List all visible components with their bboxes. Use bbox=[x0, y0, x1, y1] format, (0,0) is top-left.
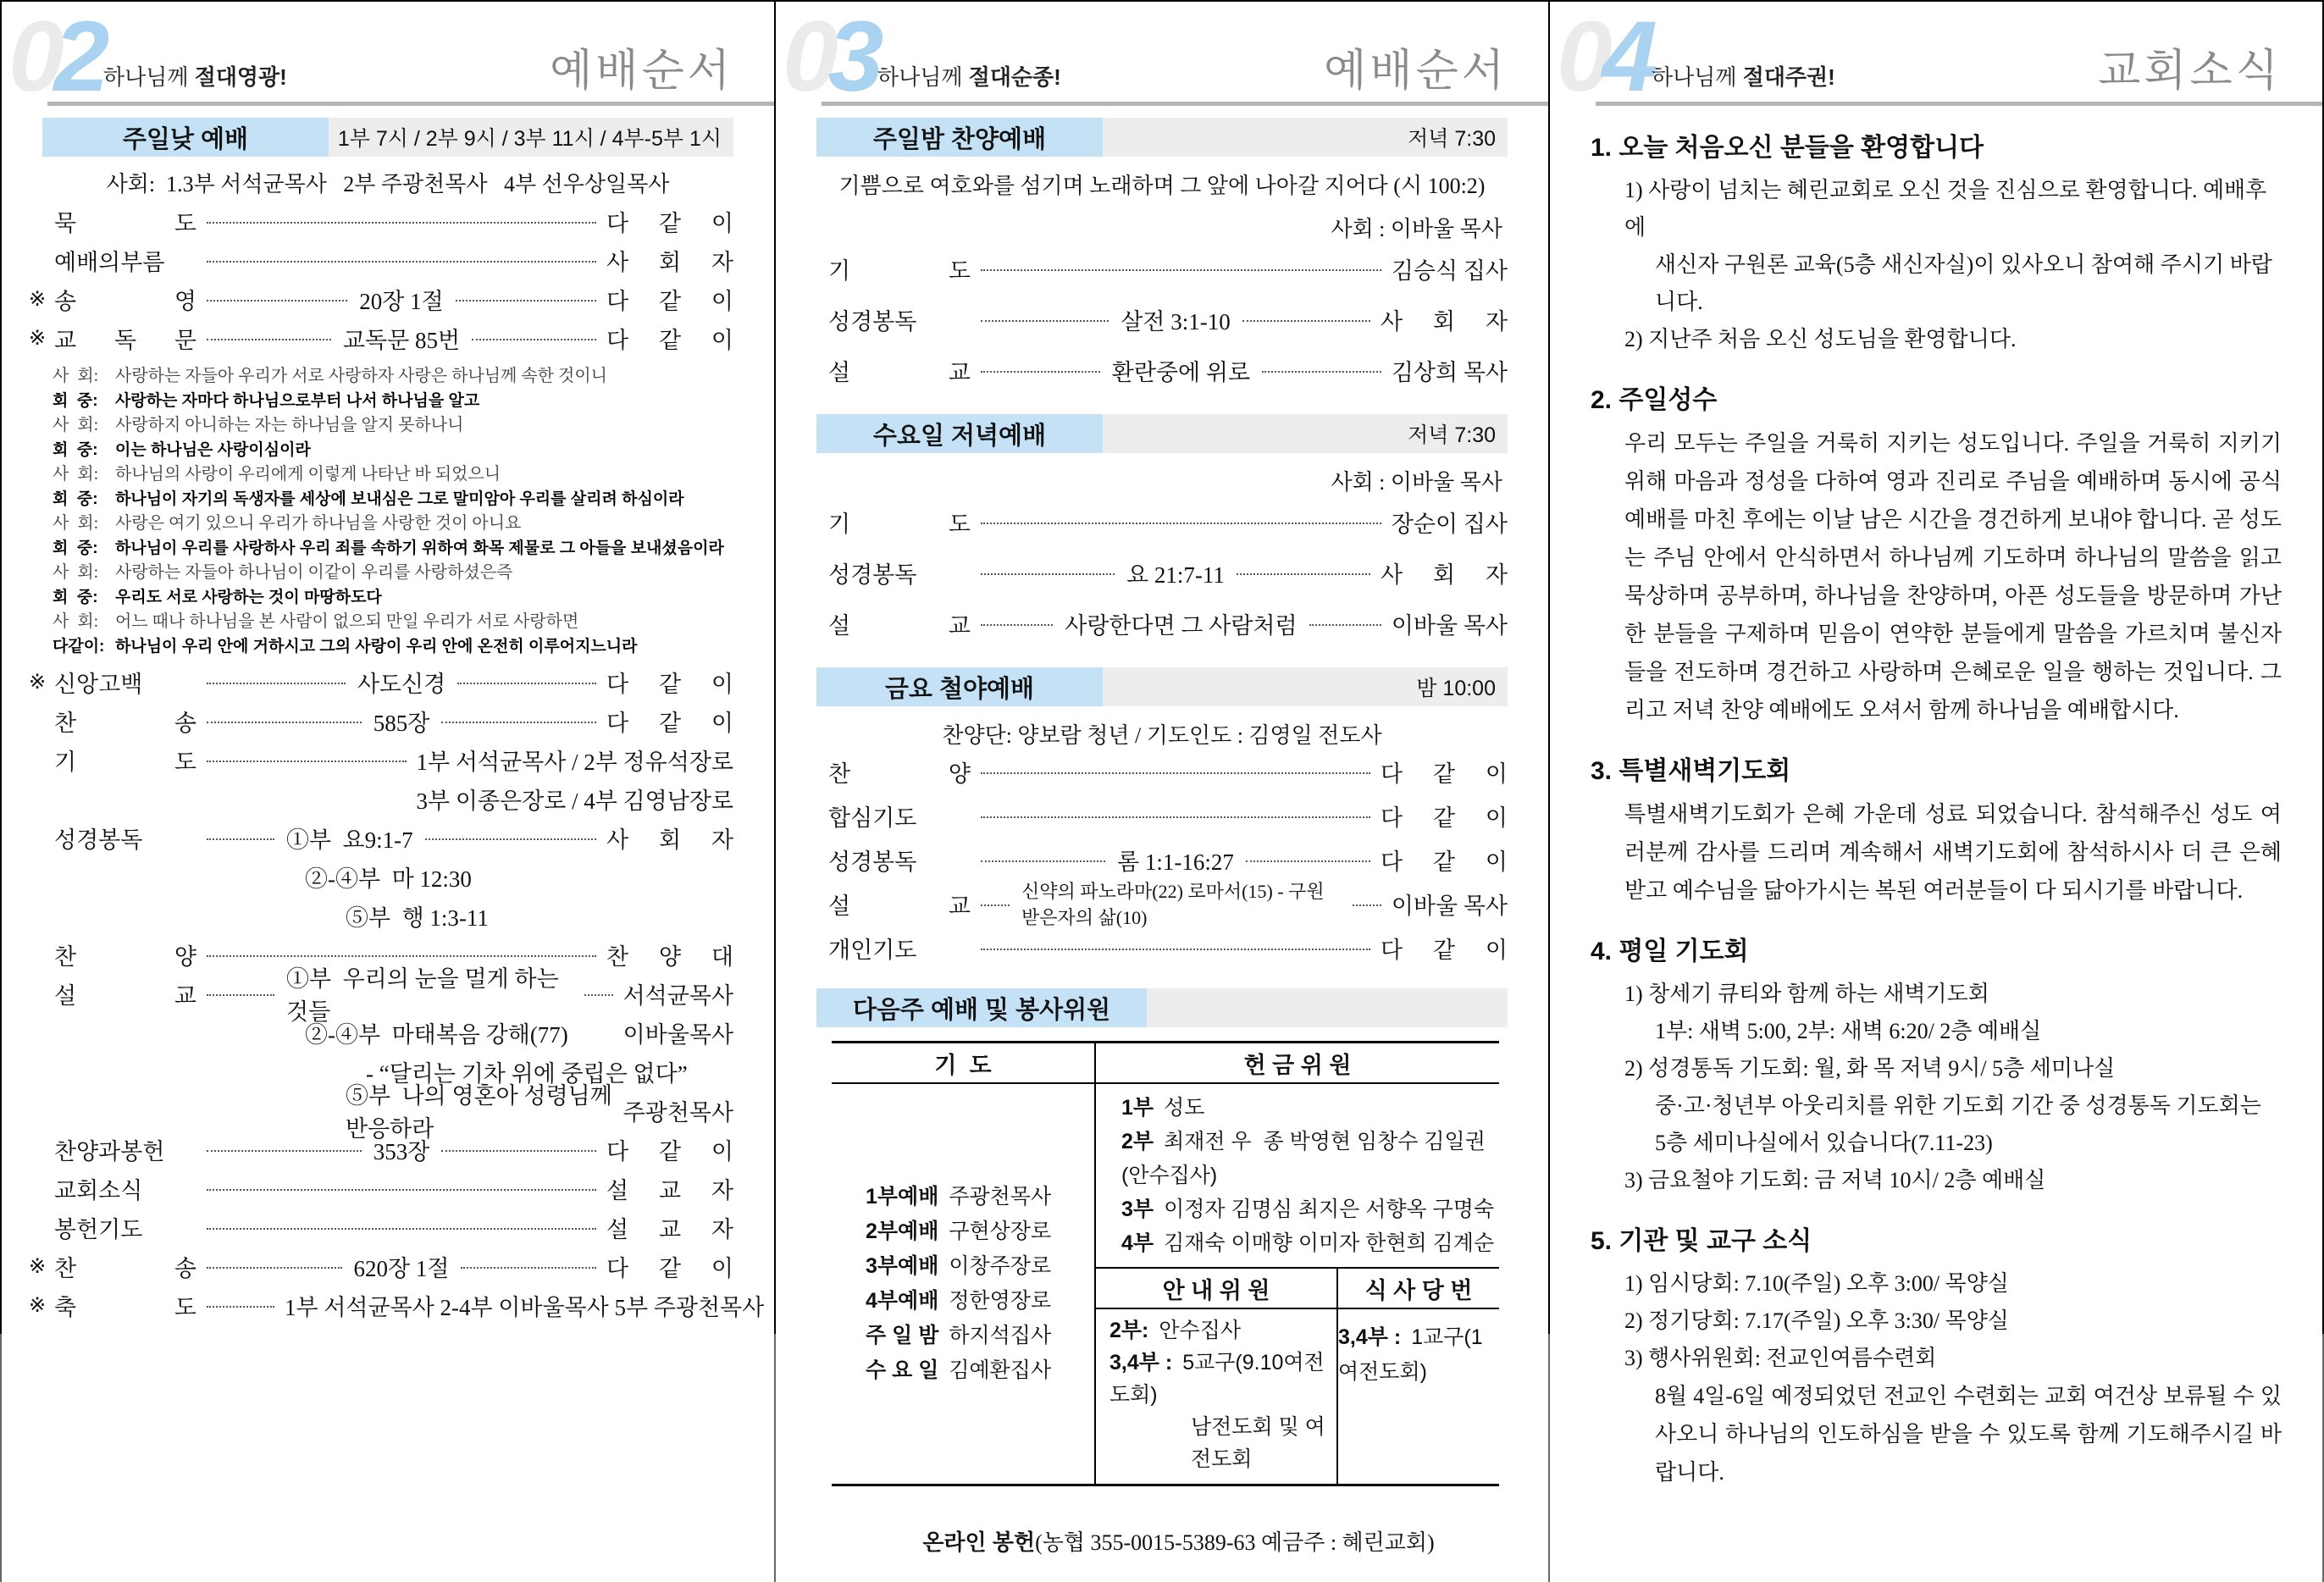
news-line: 2) 성경통독 기도회: 월, 화 목 저녁 9시/ 5층 세미나실 bbox=[1624, 1056, 2116, 1081]
reading-line bbox=[53, 512, 733, 536]
item-center: ⑤부 행 1:3-11 bbox=[346, 904, 489, 931]
scripture-sub-line bbox=[42, 896, 733, 935]
leader-dots bbox=[207, 339, 331, 340]
speaker-label: 사 회: bbox=[53, 367, 99, 385]
worship-row-praise bbox=[816, 750, 1508, 794]
page-number-03 bbox=[783, 1, 874, 113]
leader-dots bbox=[472, 339, 596, 340]
asterisk-mark: ※ bbox=[29, 327, 47, 350]
worship-row-sermon bbox=[816, 882, 1508, 926]
page-03-panel bbox=[776, 2, 1548, 1582]
worship-row-closing-hymn bbox=[29, 1247, 734, 1286]
worship-row-sermon bbox=[816, 345, 1508, 396]
table-row: 1부예배 주광천목사 bbox=[866, 1185, 1052, 1209]
leader-dots bbox=[981, 371, 1100, 373]
item-right: 다 같 이 bbox=[606, 1138, 733, 1164]
reading-text: 사랑하지 아니하는 자는 하나님을 알지 못하나니 bbox=[115, 416, 464, 434]
leader-dots bbox=[207, 955, 596, 957]
leader-dots bbox=[207, 1189, 596, 1191]
reading-line bbox=[53, 610, 733, 634]
item-center: ①부 요9:1-7 bbox=[286, 827, 413, 853]
news-heading: 4. 평일 기도회 bbox=[1591, 938, 1749, 965]
leader-dots bbox=[981, 949, 1370, 950]
motto-bold: 절대순종! bbox=[968, 64, 1061, 90]
item-center: 살전 3:1-10 bbox=[1120, 308, 1231, 335]
meal-column-header: 식 사 당 번 bbox=[1338, 1269, 1499, 1309]
item-right: 다 같 이 bbox=[1381, 805, 1508, 831]
leader-dots bbox=[207, 1228, 596, 1230]
speaker-label: 사 회: bbox=[53, 563, 99, 582]
header-rule bbox=[1596, 102, 2322, 106]
leader-dots bbox=[441, 1150, 596, 1152]
item-right: 주광천목사 bbox=[622, 1099, 733, 1126]
leader-dots bbox=[1309, 624, 1381, 626]
speaker-label: 회 중: bbox=[53, 589, 98, 606]
item-right: 설 교 자 bbox=[606, 1177, 733, 1203]
reading-text: 사랑하는 자들아 하나님이 이같이 우리를 사랑하셨은즉 bbox=[115, 563, 513, 582]
item-label: 교 독 문 bbox=[54, 327, 196, 353]
prayer-continued-line bbox=[42, 779, 733, 818]
page-title: 예배순서 bbox=[550, 47, 733, 96]
item-right: 3부 이종은장로 / 4부 김영남장로 bbox=[416, 788, 733, 814]
section-header-next-week bbox=[816, 988, 1508, 1027]
item-center: 20장 1절 bbox=[359, 288, 444, 314]
leader-dots bbox=[207, 994, 274, 996]
table-row: 남전도회 및 여전도회 bbox=[1191, 1415, 1325, 1471]
leader-dots bbox=[1237, 573, 1370, 575]
item-right: 다 같 이 bbox=[1381, 937, 1508, 963]
news-line: 3) 행사위원회: 전교인여름수련회 bbox=[1624, 1346, 1937, 1370]
prayer-column bbox=[832, 1043, 1096, 1484]
moderator-line: 사회 : 이바울 목사 bbox=[1331, 217, 1502, 241]
worship-row-prayer bbox=[816, 243, 1508, 294]
worship-row-personal-prayer bbox=[816, 926, 1508, 970]
item-right: 다 같 이 bbox=[606, 327, 734, 353]
item-right: 1부 서석균목사 2-4부 이바울목사 5부 주광천목사 bbox=[285, 1294, 765, 1320]
usher-column-header: 안 내 위 원 bbox=[1096, 1269, 1336, 1309]
worship-row-prayer bbox=[42, 740, 733, 779]
news-line: 3) 금요철야 기도회: 금 저녁 10시/ 2층 예배실 bbox=[1624, 1168, 2046, 1192]
item-label: 기 도 bbox=[828, 257, 971, 284]
prayer-column-header: 기 도 bbox=[832, 1043, 1094, 1084]
worship-row-scripture bbox=[816, 547, 1508, 598]
page-02-panel bbox=[2, 2, 774, 1582]
section-time: 밤 10:00 bbox=[1103, 667, 1508, 706]
leader-dots bbox=[584, 994, 613, 996]
news-line: 1) 창세기 큐티와 함께 하는 새벽기도회 bbox=[1624, 982, 1989, 1006]
motto-prefix: 하나님께 bbox=[877, 64, 969, 90]
worship-row-benediction bbox=[29, 1286, 765, 1325]
motto-bold: 절대주권! bbox=[1742, 64, 1835, 90]
motto-prefix: 하나님께 bbox=[103, 64, 195, 90]
page-04-panel bbox=[1550, 2, 2322, 1582]
section-header-wednesday bbox=[816, 414, 1508, 453]
leader-dots bbox=[207, 761, 407, 762]
page-number-digit: 4 bbox=[1602, 1, 1648, 113]
item-center: 요 21:7-11 bbox=[1126, 561, 1225, 588]
worship-row-sermon bbox=[816, 598, 1508, 649]
table-row: 4부 김재숙 이매향 이미자 한현희 김계순 bbox=[1121, 1231, 1495, 1255]
worship-row-hymn bbox=[42, 701, 733, 740]
sermon-sub-line bbox=[42, 1013, 733, 1052]
usher-list bbox=[1096, 1309, 1336, 1484]
item-right: 다 같 이 bbox=[606, 210, 733, 236]
news-line: 2) 정기당회: 7.17(주일) 오후 3:30/ 목양실 bbox=[1624, 1308, 2009, 1333]
item-center: ①부 우리의 눈을 멀게 하는 것들 bbox=[286, 966, 565, 1025]
item-label: 찬 송 bbox=[54, 1255, 196, 1281]
item-center: 환란중에 위로 bbox=[1111, 359, 1251, 385]
worship-row-prayer bbox=[816, 496, 1508, 547]
leader-dots bbox=[981, 860, 1105, 862]
table-row: 2부: 안수집사 bbox=[1109, 1319, 1241, 1342]
praise-team-line: 찬양단: 양보람 청년 / 기도인도 : 김영일 전도사 bbox=[942, 723, 1382, 748]
item-label: 축 도 bbox=[54, 1294, 196, 1320]
leader-dots bbox=[1246, 860, 1370, 862]
table-row: 3부 이정자 김명심 최지은 서향옥 구명숙 bbox=[1121, 1198, 1495, 1221]
item-label: 성경봉독 bbox=[828, 308, 917, 335]
item-right: 이바울 목사 bbox=[1391, 893, 1508, 919]
item-center: 사도신경 bbox=[357, 671, 446, 697]
item-right: 사 회 자 bbox=[1381, 308, 1508, 335]
leader-dots bbox=[981, 624, 1053, 626]
page-title: 예배순서 bbox=[1324, 47, 1508, 96]
page-02-header bbox=[8, 1, 733, 113]
news-paragraph: 특별새벽기도회가 은혜 가운데 성료 되었습니다. 참석해주신 성도 여러분께 감사를 드리며 계속해서 새벽기도회에 참석하시사 더 큰 은혜 받고 예수님을 닮아가시는 복된 여러분들이 다 되시기를 바랍니다. bbox=[1624, 802, 2282, 903]
item-label: 묵 도 bbox=[54, 210, 196, 236]
leader-dots bbox=[981, 523, 1381, 524]
item-right: 이바울목사 bbox=[622, 1021, 733, 1048]
section-title: 수요일 저녁예배 bbox=[816, 414, 1103, 453]
item-center: 353장 bbox=[373, 1138, 430, 1164]
section-header-sunday-day bbox=[42, 118, 733, 157]
item-right: 다 같 이 bbox=[1381, 849, 1508, 875]
leader-dots bbox=[207, 261, 596, 263]
item-label: 성경봉독 bbox=[828, 561, 917, 588]
speaker-label: 다같이: bbox=[53, 638, 105, 655]
leader-dots bbox=[1353, 904, 1381, 906]
table-row: 1부 성도 bbox=[1121, 1096, 1205, 1120]
reading-line bbox=[53, 413, 733, 438]
leader-dots bbox=[207, 838, 274, 840]
item-label: 예배의부름 bbox=[54, 249, 165, 275]
item-right: 사 회 자 bbox=[1381, 561, 1508, 588]
item-right: 1부 서석균목사 / 2부 정유석장로 bbox=[416, 749, 733, 775]
leader-dots bbox=[981, 816, 1370, 818]
reading-line bbox=[53, 487, 733, 512]
page-motto bbox=[877, 60, 1061, 91]
news-heading: 5. 기관 및 교구 소식 bbox=[1591, 1227, 1812, 1255]
section-time bbox=[1147, 988, 1508, 1027]
meal-column bbox=[1338, 1269, 1499, 1484]
page-number-digit: 3 bbox=[827, 1, 874, 113]
item-right: 사 회 자 bbox=[606, 827, 733, 853]
online-offering-label: 온라인 봉헌 bbox=[922, 1529, 1036, 1555]
reading-text: 하나님의 사랑이 우리에게 이렇게 나타난 바 되었으니 bbox=[115, 465, 501, 484]
item-center: 롬 1:1-16:27 bbox=[1117, 849, 1234, 875]
news-heading: 1. 오늘 처음오신 분들을 환영합니다 bbox=[1591, 134, 1984, 162]
worship-row-scripture bbox=[816, 838, 1508, 882]
table-row: 4부예배 정한영장로 bbox=[866, 1289, 1052, 1313]
scripture-sub-line bbox=[42, 857, 733, 896]
table-row: 주 일 밤 하지석집사 bbox=[866, 1324, 1052, 1347]
item-label: 봉헌기도 bbox=[54, 1216, 143, 1242]
speaker-label: 사 회: bbox=[53, 465, 99, 484]
leader-dots bbox=[207, 1267, 342, 1269]
speaker-label: 사 회: bbox=[53, 612, 99, 631]
item-label: 성경봉독 bbox=[828, 849, 917, 875]
news-line: 5층 세미나실에서 있습니다(7.11-23) bbox=[1655, 1131, 1993, 1155]
speaker-label: 회 중: bbox=[53, 539, 98, 557]
table-row: 수 요 일 김예환집사 bbox=[866, 1358, 1052, 1382]
reading-line bbox=[53, 561, 733, 585]
table-row: 3,4부 : 1교구(1여전도회) bbox=[1338, 1325, 1483, 1384]
section-title: 금요 철야예배 bbox=[816, 667, 1103, 706]
item-right: 찬 양 대 bbox=[606, 943, 733, 970]
leader-dots bbox=[207, 722, 362, 723]
online-offering-account: (농협 355-0015-5389-63 예금주 : 혜린교회) bbox=[1035, 1530, 1435, 1555]
leader-dots bbox=[1242, 320, 1370, 322]
leader-dots bbox=[207, 222, 596, 224]
online-offering-line bbox=[816, 1500, 1508, 1582]
page-motto bbox=[103, 60, 287, 91]
item-center: 620장 1절 bbox=[353, 1255, 450, 1281]
item-center: 신약의 파노라마(22) 로마서(15) - 구원받은자의 삶(10) bbox=[1021, 881, 1325, 928]
item-label: 기 도 bbox=[54, 749, 196, 775]
reading-text: 우리도 서로 사랑하는 것이 마땅하도다 bbox=[115, 589, 382, 606]
item-right: 장순이 집사 bbox=[1391, 511, 1508, 537]
leader-dots bbox=[981, 772, 1370, 774]
item-right: 다 같 이 bbox=[606, 288, 734, 314]
reading-text: 사랑하는 자마다 하나님으로부터 나서 하나님을 알고 bbox=[115, 392, 480, 410]
responsive-reading-block bbox=[53, 364, 733, 659]
sermon-sub-line bbox=[42, 1083, 733, 1142]
leader-dots bbox=[425, 838, 596, 840]
item-center: 사랑한다면 그 사람처럼 bbox=[1065, 612, 1298, 639]
item-label: 설 교 bbox=[828, 612, 971, 639]
leader-dots bbox=[456, 300, 596, 301]
worship-row-scripture bbox=[816, 294, 1508, 345]
page-title: 교회소식 bbox=[2098, 47, 2282, 96]
item-right: 사 회 자 bbox=[606, 249, 733, 275]
offering-column-header: 헌 금 위 원 bbox=[1096, 1043, 1499, 1084]
item-right: 설 교 자 bbox=[606, 1216, 733, 1242]
item-center: 585장 bbox=[373, 710, 430, 736]
news-line: 1부: 새벽 5:00, 2부: 새벽 6:20/ 2층 예배실 bbox=[1655, 1019, 2042, 1043]
item-label: 설 교 bbox=[54, 982, 196, 1009]
section-title: 주일낮 예배 bbox=[42, 118, 329, 157]
reading-line bbox=[53, 536, 733, 561]
reading-text: 하나님이 우리 안에 거하시고 그의 사랑이 우리 안에 온전히 이루어지느니라 bbox=[115, 638, 638, 655]
news-heading: 2. 주일성수 bbox=[1591, 386, 1718, 414]
page-number-digit: 2 bbox=[53, 1, 100, 113]
item-right: 서석균목사 bbox=[622, 982, 733, 1009]
leader-dots bbox=[441, 722, 596, 723]
reading-text: 이는 하나님은 사랑이심이라 bbox=[115, 441, 311, 459]
item-label: 개인기도 bbox=[828, 937, 917, 963]
asterisk-mark: ※ bbox=[29, 1294, 47, 1317]
item-label: 교회소식 bbox=[54, 1177, 143, 1203]
page-04-header bbox=[1557, 1, 2282, 113]
news-line: 2) 지난주 처음 오신 성도님을 환영합니다. bbox=[1624, 327, 2017, 351]
table-row: 2부 최재전 우 종 박영현 임창수 김일권 (안수집사) bbox=[1121, 1130, 1491, 1187]
reading-text: 어느 때나 하나님을 본 사람이 없으되 만일 우리가 서로 사랑하면 bbox=[115, 612, 579, 631]
volunteer-table bbox=[832, 1041, 1499, 1486]
item-center: ⑤부 나의 영혼아 성령님께 반응하라 bbox=[346, 1083, 618, 1142]
news-paragraph: 8월 4일-6일 예정되었던 전교인 수련회는 교회 여건상 보류될 수 있사오니 하나님의 인도하심을 받을 수 있도록 함께 기도해주시길 바랍니다. bbox=[1655, 1384, 2282, 1485]
leader-dots bbox=[207, 683, 346, 684]
table-row: 3부예배 이창주장로 bbox=[866, 1254, 1052, 1278]
moderator-line: 사회 : 이바울 목사 bbox=[1331, 470, 1502, 495]
speaker-label: 사 회: bbox=[53, 416, 99, 434]
usher-column bbox=[1096, 1269, 1338, 1484]
speaker-label: 사 회: bbox=[53, 514, 99, 533]
asterisk-mark: ※ bbox=[29, 671, 47, 694]
item-label: 설 교 bbox=[828, 893, 971, 919]
section-time: 저녁 7:30 bbox=[1103, 118, 1508, 157]
item-right: 다 같 이 bbox=[606, 671, 734, 697]
item-label: 합심기도 bbox=[828, 805, 917, 831]
item-label: 찬양과봉헌 bbox=[54, 1138, 165, 1164]
news-line: 새신자 구원론 교육(5층 새신자실)이 있사오니 참여해 주시기 바랍니다. bbox=[1655, 252, 2272, 314]
item-center: - “달리는 기차 위에 중립은 없다” bbox=[366, 1060, 688, 1087]
item-center: ②-④부 마태복음 강해(77) bbox=[305, 1021, 568, 1048]
worship-row-offering-prayer bbox=[42, 1208, 733, 1247]
item-label: 찬 송 bbox=[54, 710, 196, 736]
usher-meal-subtable bbox=[1096, 1267, 1499, 1484]
leader-dots bbox=[981, 269, 1381, 271]
leader-dots bbox=[1262, 371, 1381, 373]
item-label: 신앙고백 bbox=[54, 671, 143, 697]
reading-text: 사랑은 여기 있으니 우리가 하나님을 사랑한 것이 아니요 bbox=[115, 514, 522, 533]
reading-line bbox=[53, 389, 733, 413]
leader-dots bbox=[981, 904, 1010, 906]
page-number-zero: 0 bbox=[8, 1, 54, 113]
news-line: 1) 사랑이 넘치는 혜린교회로 오신 것을 진심으로 환영합니다. 예배후에 bbox=[1624, 178, 2267, 240]
worship-row-doxology bbox=[29, 279, 734, 318]
asterisk-mark: ※ bbox=[29, 288, 47, 311]
news-line: 1) 임시당회: 7.10(주일) 오후 3:00/ 목양실 bbox=[1624, 1271, 2009, 1296]
section-header-sunday-night bbox=[816, 118, 1508, 157]
worship-row-call-to-worship bbox=[42, 241, 733, 279]
item-right: 다 같 이 bbox=[1381, 761, 1508, 787]
reading-line bbox=[53, 364, 733, 389]
reading-line bbox=[53, 634, 733, 659]
worship-row-offering bbox=[42, 1130, 733, 1169]
item-label: 성경봉독 bbox=[54, 827, 143, 853]
header-rule bbox=[47, 102, 774, 106]
worship-row-united-prayer bbox=[816, 794, 1508, 838]
news-heading: 3. 특별새벽기도회 bbox=[1591, 757, 1791, 785]
moderator-line: 사회: 1.3부 서석균목사 2부 주광천목사 4부 선우상일목사 bbox=[106, 172, 670, 196]
worship-row-responsive-reading bbox=[29, 318, 734, 357]
reading-line bbox=[53, 462, 733, 487]
asterisk-mark: ※ bbox=[29, 1255, 47, 1278]
item-label: 송 영 bbox=[54, 288, 196, 314]
item-label: 찬 양 bbox=[54, 943, 196, 970]
church-news bbox=[1591, 126, 2282, 1491]
news-paragraph: 우리 모두는 주일을 거룩히 지키는 성도입니다. 주일을 거룩히 지키기 위해 마음과 정성을 다하여 영과 진리로 주님을 예배하며 동시에 공식 예배를 마친 후에는 이날 남은 시간을 경건하게 보내야 합니다. 곧 성도는 주님 안에서 안식하면서 하나님께 기도하며 하나님의 말씀을 읽고 묵상하며 공부하며, 하나님을 찬양하며, 아픈 성도들을 방문하며 가난한 분들을 구제하며 믿음이 연약한 분들에게 말씀을 가르치며 불신자들을 전도하며 경건하고 사랑하며 은혜로운 일을 행하는 것입니다. 그리고 저녁 찬양 예배에도 오셔서 함께 하나님을 예배합시다. bbox=[1624, 431, 2282, 722]
worship-row-sermon bbox=[42, 966, 733, 1025]
section-header-friday bbox=[816, 667, 1508, 706]
prayer-list bbox=[832, 1084, 1094, 1484]
meal-duty bbox=[1338, 1309, 1499, 1401]
item-center: 교독문 85번 bbox=[342, 327, 461, 353]
reading-line bbox=[53, 438, 733, 462]
page-03-header bbox=[783, 1, 1508, 113]
item-right: 김승식 집사 bbox=[1391, 257, 1508, 284]
table-row: 3,4부 : 5교구(9.10여전도회) bbox=[1109, 1351, 1325, 1407]
offering-list bbox=[1096, 1084, 1499, 1267]
leader-dots bbox=[461, 1267, 596, 1269]
item-label: 찬 양 bbox=[828, 761, 971, 787]
speaker-label: 회 중: bbox=[53, 392, 98, 410]
worship-row-scripture bbox=[42, 818, 733, 857]
item-center: ②-④부 마 12:30 bbox=[305, 866, 472, 892]
reading-text: 하나님이 우리를 사랑하사 우리 죄를 속하기 위하여 화목 제물로 그 아들을 보내셨음이라 bbox=[115, 539, 724, 557]
item-label: 기 도 bbox=[828, 511, 971, 537]
page-number-04 bbox=[1557, 1, 1648, 113]
motto-prefix: 하나님께 bbox=[1652, 64, 1743, 90]
item-label: 설 교 bbox=[828, 359, 971, 385]
item-right: 다 같 이 bbox=[606, 1255, 734, 1281]
leader-dots bbox=[207, 1150, 362, 1152]
speaker-label: 회 중: bbox=[53, 490, 98, 508]
page-number-zero: 0 bbox=[783, 1, 828, 113]
motto-bold: 절대영광! bbox=[194, 64, 287, 90]
worship-row-silent-prayer bbox=[42, 202, 733, 241]
page-number-02 bbox=[8, 1, 100, 113]
page-number-zero: 0 bbox=[1557, 1, 1602, 113]
section-time: 1부 7시 / 2부 9시 / 3부 11시 / 4부-5부 1시 bbox=[329, 118, 733, 157]
news-line: 중·고·청년부 아웃리치를 위한 기도회 기간 중 성경통독 기도회는 bbox=[1655, 1093, 2261, 1118]
reading-text: 하나님이 자기의 독생자를 세상에 보내심은 그로 말미암아 우리를 살리려 하심이라 bbox=[115, 490, 684, 508]
worship-row-announcements bbox=[42, 1169, 733, 1208]
leader-dots bbox=[457, 683, 596, 684]
section-title: 주일밤 찬양예배 bbox=[816, 118, 1103, 157]
item-right: 김상희 목사 bbox=[1391, 359, 1508, 385]
header-rule bbox=[822, 102, 1548, 106]
right-column bbox=[1096, 1043, 1499, 1484]
scripture-verse: 기쁨으로 여호와를 섬기며 노래하며 그 앞에 나아갈 지어다 (시 100:2) bbox=[838, 174, 1486, 198]
table-row: 2부예배 구현상장로 bbox=[866, 1220, 1052, 1243]
reading-text: 사랑하는 자들아 우리가 서로 사랑하자 사랑은 하나님께 속한 것이니 bbox=[115, 367, 607, 385]
speaker-label: 회 중: bbox=[53, 441, 98, 459]
section-title: 다음주 예배 및 봉사위원 bbox=[816, 988, 1147, 1027]
item-right: 이바울 목사 bbox=[1391, 612, 1508, 639]
worship-row-creed bbox=[29, 662, 734, 701]
item-right: 다 같 이 bbox=[606, 710, 733, 736]
leader-dots bbox=[207, 300, 347, 301]
leader-dots bbox=[981, 320, 1109, 322]
section-time: 저녁 7:30 bbox=[1103, 414, 1508, 453]
leader-dots bbox=[981, 573, 1115, 575]
page-motto bbox=[1652, 60, 1835, 91]
reading-line bbox=[53, 585, 733, 610]
leader-dots bbox=[207, 1306, 274, 1308]
